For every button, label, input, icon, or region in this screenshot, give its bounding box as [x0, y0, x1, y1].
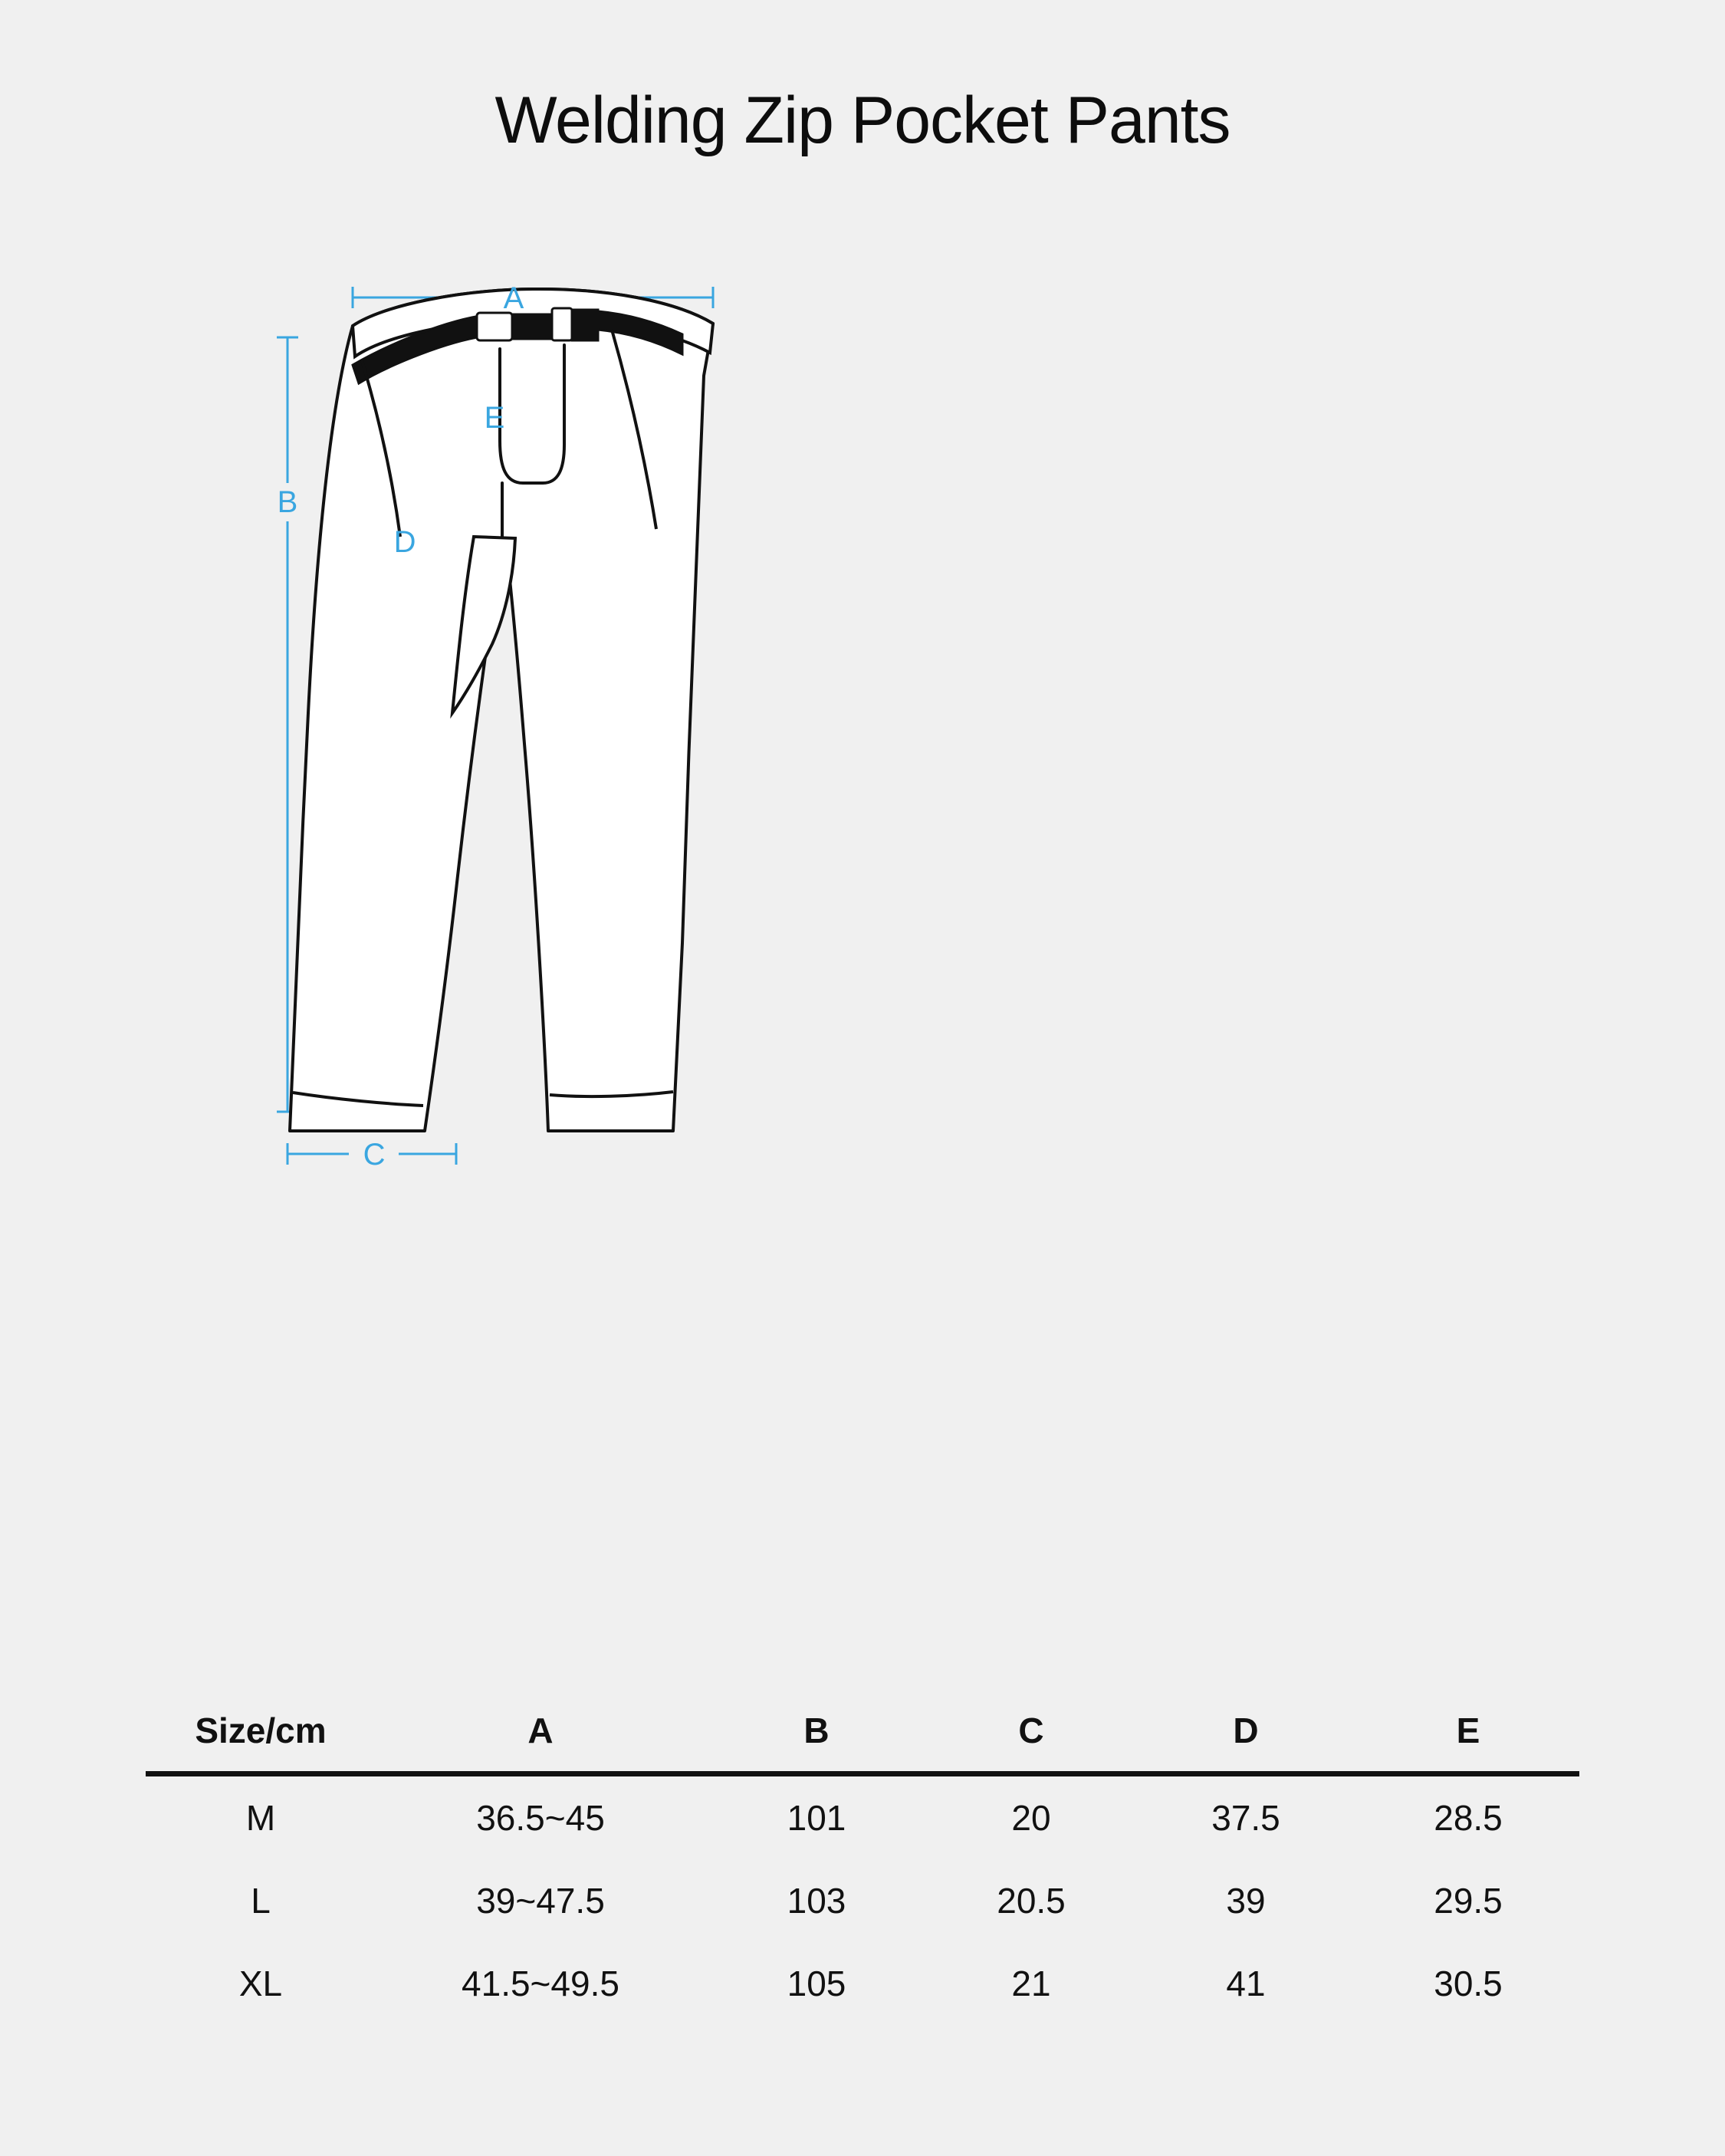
- table-row: [146, 1942, 1579, 2025]
- cell-d: 37.5: [1211, 1798, 1280, 1838]
- label-b: B: [277, 485, 298, 519]
- label-c: C: [363, 1138, 386, 1172]
- cell-b: 101: [787, 1798, 846, 1838]
- cell-a: 39~47.5: [476, 1881, 605, 1921]
- cell-size: L: [251, 1881, 271, 1921]
- label-a: A: [503, 281, 524, 315]
- table-row: [146, 1774, 1579, 1860]
- cell-c: 21: [1011, 1964, 1051, 2003]
- header-b: B: [803, 1711, 830, 1750]
- cell-d: 39: [1226, 1881, 1266, 1921]
- cell-c: 20: [1011, 1798, 1051, 1838]
- cell-d: 41: [1226, 1964, 1266, 2003]
- label-e: E: [484, 401, 505, 435]
- size-table-container: [146, 1710, 1579, 2025]
- cell-e: 29.5: [1434, 1881, 1503, 1921]
- label-d: D: [393, 525, 416, 559]
- table-row: [146, 1859, 1579, 1942]
- cell-e: 28.5: [1434, 1798, 1503, 1838]
- cell-e: 30.5: [1434, 1964, 1503, 2003]
- cell-size: XL: [238, 1964, 283, 2003]
- header-size: Size/cm: [195, 1711, 327, 1750]
- header-d: D: [1233, 1711, 1259, 1750]
- cell-a: 36.5~45: [476, 1798, 605, 1838]
- header-c: C: [1018, 1711, 1044, 1750]
- pants-diagram: [277, 253, 1319, 1648]
- cell-a: 41.5~49.5: [462, 1964, 619, 2003]
- table-header-row: [146, 1710, 1579, 1774]
- cell-b: 103: [787, 1881, 846, 1921]
- header-e: E: [1456, 1711, 1480, 1750]
- cell-size: M: [245, 1798, 276, 1838]
- page-title: Welding Zip Pocket Pants: [495, 84, 1230, 157]
- size-table: [146, 1710, 1579, 2025]
- cell-b: 105: [787, 1964, 846, 2003]
- header-a: A: [527, 1711, 554, 1750]
- cell-c: 20.5: [997, 1881, 1066, 1921]
